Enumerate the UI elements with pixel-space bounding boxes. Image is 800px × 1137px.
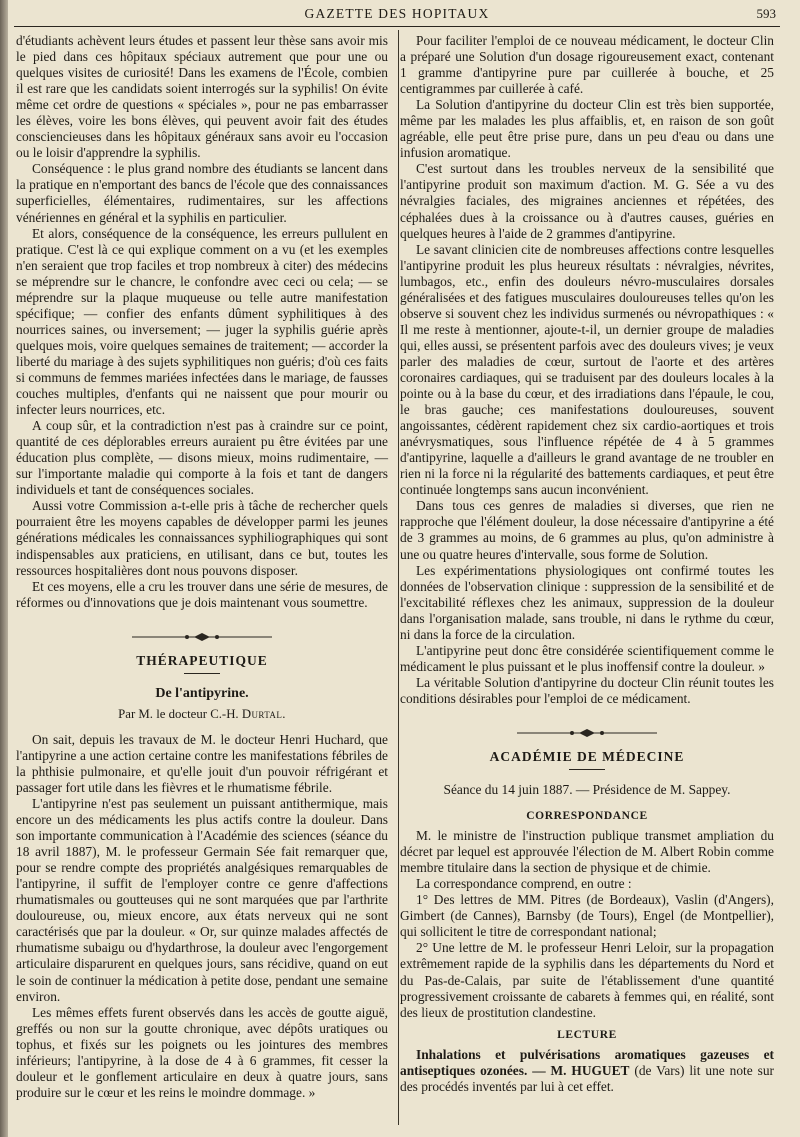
byline	[16, 706, 388, 722]
paragraph: Le savant clinicien cite de nombreuses affections contre lesquelles l'antipyrine produit les plus heureux résultats : névralgies, névrites, lumbagos, etc., enfin des douleurs névro-musculaires dorsales généralisées et des fatigues musculaires douloureuses telles qu'on les observe si souvent chez les individus surmenés ou névropathiques : « Il me reste à mentionner, ajoute-t-il, un dernier groupe de maladies qui, elles aussi, se présentent parfois avec des douleurs vives; je veux parler des maladies de cœur, surtout de l'aorte et des artères coronaires cardiaques, qui se traduisent par des douleurs locales à la pointe ou à la base du cœur, et des irradiations dans l'épaule, le cou, le bras gauche; ces manifestations douloureuses, souvent angoissantes, cédèrent rapidement chez six cardio-aortiques et trois anévrysmatiques, sous l'influence répétée de 4 à 5 grammes d'antipyrine, laquelle a d'ailleurs le grand avantage de ne troubler en rien ni la force ni la régularité des battements cardiaques, et peut être continuée longtemps sans aucun inconvénient.	[400, 241, 774, 498]
section-title-academie: ACADÉMIE DE MÉDECINE	[489, 748, 685, 764]
left-column	[16, 33, 388, 1101]
paragraph: d'étudiants achèvent leurs études et passent leur thèse sans avoir mis le pied dans ces hôpitaux spéciaux autrement que pour une ou quelques visites de curiosité! Dans les examens de l'École, combien il est rare que les candidats soient interrogés sur la syphilis! On évite même cet ordre de questions « spéciales », pour ne pas embarrasser les élèves, voire les bons élèves, qui peuvent avoir fait des études consciencieuses dans les hôpitaux généraux sans avoir eu l'occasion ou le loisir d'apprendre la syphilis.	[16, 33, 388, 161]
author-name: Durtal.	[241, 706, 286, 721]
journal-title: GAZETTE DES HOPITAUX	[304, 6, 490, 21]
short-divider	[569, 769, 605, 770]
subhead-correspondance: CORRESPONDANCE	[526, 810, 648, 823]
page-binding-edge	[0, 0, 8, 1137]
paragraph: On sait, depuis les travaux de M. le docteur Henri Huchard, que l'antipyrine a une action certaine contre les manifestations fébriles de la phthisie pulmonaire, et qu'elle jouit d'un pouvoir réfrigérant et passager fort utile dans les fièvres et le rhumatisme fébrile.	[16, 731, 388, 795]
page-number: 593	[756, 6, 776, 21]
short-divider	[184, 673, 220, 674]
paragraph: A coup sûr, et la contradiction n'est pas à craindre sur ce point, quantité de ces déplorables erreurs auraient pu être évitées par une éducation plus complète, — disons mieux, moins rudimentaire, — sur l'importante maladie qui comporte à la fois et tant de dangers individuels et tant de conséquences sociales.	[16, 418, 388, 498]
paragraph: L'antipyrine n'est pas seulement un puissant antithermique, mais encore un des médicaments les plus actifs contre la douleur. Dans son importante communication à l'Académie des sciences (séance du 18 avril 1887), M. le professeur Germain Sée fait remarquer que, pour se rendre compte des propriétés analgésiques remarquables de l'antipyrine, il suffit de l'employer contre ce genre d'affections rhumatismales ou goutteuses qui ne sont marquées que par l'arthrite douloureuse, ou, mieux encore, aux états nerveux qui ne sont caractérisés que par la douleur. « Or, sur quinze malades affectés de rhumatisme subaigu ou d'hydarthrose, la douleur avec l'engorgement articulaire disparurent en quelques jours, sans récidive, quand on eut le soin de continuer la médication à petite dose, pendant une semaine environ.	[16, 796, 388, 1004]
article-title: De l'antipyrine.	[155, 685, 249, 701]
lecture-paragraph	[400, 1047, 774, 1095]
paragraph: Les mêmes effets furent observés dans les accès de goutte aiguë, greffés ou non sur la goutte chronique, avec dépôts uratiques ou tophus, et fixés sur les poignets ou les jointures des membres inférieurs; l'antipyrine, à la dose de 4 à 6 grammes, fit cesser la douleur et le gonflement articulaire en deux à quatre jours, sans produire sur le cœur et les reins le moindre dommage. »	[16, 1004, 388, 1100]
paragraph: Les expérimentations physiologiques ont confirmé toutes les données de l'observation clinique : suppression de la sensibilité et de l'excitabilité réflexes chez les animaux, suppression de la douleur dans l'organisation malade, sans trouble, ni dans le rythme du cœur, ni dans la force de la circulation.	[400, 562, 774, 642]
lecture-text: (de Vars) lit une note sur des procédés inventés par lui à cet effet.	[400, 1062, 774, 1094]
byline-prefix: Par M. le docteur C.-H.	[118, 706, 242, 721]
column-divider	[398, 30, 399, 1125]
paragraph: M. le ministre de l'instruction publique transmet ampliation du décret par lequel est approuvée l'élection de M. Albert Robin comme membre titulaire dans la section de physique et de chimie.	[400, 828, 774, 876]
paragraph: 1° Des lettres de MM. Pitres (de Bordeaux), Vaslin (d'Angers), Gimbert (de Cannes), Barnsby (de Tours), Engel (de Montpellier), qui sollicitent le titre de correspondant national;	[400, 892, 774, 940]
lecture-author: — M. HUGUET	[527, 1062, 630, 1078]
page-header	[14, 0, 780, 27]
paragraph: L'antipyrine peut donc être considérée scientifiquement comme le médicament le plus puissant et le plus inoffensif contre la douleur. »	[400, 642, 774, 674]
session-dateline: Séance du 14 juin 1887. — Présidence de M. Sappey.	[443, 782, 731, 798]
paragraph: C'est surtout dans les troubles nerveux de la sensibilité que l'antipyrine produit son maximum d'action. M. G. Sée a vu des névralgies faciales, des migraines anciennes et répétées, des céphalées dues à la croissance ou à d'autres causes, guéries en quelques heures à l'aide de 2 grammes d'antipyrine.	[400, 161, 774, 241]
paragraph: Conséquence : le plus grand nombre des étudiants se lancent dans la pratique en n'emportant des bancs de l'école que des connaissances superficielles, élémentaires, rudimentaires, sur les affections vénériennes en général et la syphilis en particulier.	[16, 161, 388, 225]
paragraph: Dans tous ces genres de maladies si diverses, que rien ne rapproche que l'élément douleur, la dose nécessaire d'antipyrine a été de 3 grammes au moins, de 6 grammes au plus, qu'on administre à une ou quatre heures d'intervalle, sous forme de Solution.	[400, 498, 774, 562]
section-ornament	[517, 729, 657, 737]
paragraph: Aussi votre Commission a-t-elle pris à tâche de rechercher quels pourraient être les moyens capables de développer parmi les jeunes générations médicales les connaissances syphiliographiques qui sont indispensables aux praticiens, en utilisant, dans ce but, toutes les ressources hospitalières dont nous pouvons disposer.	[16, 498, 388, 578]
paragraph: 2° Une lettre de M. le professeur Henri Leloir, sur la propagation extrêmement rapide de la syphilis dans les départements du Nord et du Pas-de-Calais, par suite de l'établissement d'une quantité progressivement croissante de cabarets à femmes qui, en réalité, sont des lieux de prostitution clandestine.	[400, 940, 774, 1020]
paragraph: Pour faciliter l'emploi de ce nouveau médicament, le docteur Clin a préparé une Solution d'un dosage rigoureusement exact, contenant 1 gramme d'antipyrine pure par cuillerée à bouche, et 25 centigrammes par cuillerée à café.	[400, 33, 774, 97]
section-ornament	[132, 633, 272, 641]
paragraph: Et alors, conséquence de la conséquence, les erreurs pullulent en pratique. C'est là ce qui explique comment on a vu (et les exemples n'en seraient que trop faciles et trop nombreux à citer) des médecins se méprendre sur le chancre, le confondre avec ceci ou cela; — se méprendre sur la plaque muqueuse ou telle autre manifestation spécifique; — confier des enfants dûment syphilitiques à des nourrices saines, ou inversement; — juger la syphilis guérie après quelques mois, voire quelques semaines de traitement; — accorder la liberté du mariage à des sujets syphilitiques non guéris; d'où ces faits si communs de femmes mariées infectées dans le mariage, de fausses couches multiples, d'enfants qui ne naissent que pour mourir ou infecter leurs nourrices, etc.	[16, 225, 388, 418]
lecture-title: Inhalations et pulvérisations aromatiques gazeuses et antiseptiques ozonées.	[400, 1046, 774, 1078]
paragraph: Et ces moyens, elle a cru les trouver dans une série de mesures, de réformes ou d'innovations que je dois maintenant vous soumettre.	[16, 578, 388, 610]
paragraph: La véritable Solution d'antipyrine du docteur Clin réunit toutes les conditions désirables pour l'emploi de ce médicament.	[400, 674, 774, 706]
subhead-lecture: LECTURE	[557, 1028, 617, 1041]
section-title-therapeutique: THÉRAPEUTIQUE	[136, 652, 268, 668]
paragraph: La correspondance comprend, en outre :	[416, 876, 632, 892]
paragraph: La Solution d'antipyrine du docteur Clin est très bien supportée, même par les malades les plus affaiblis, et, en raison de son goût agréable, elle peut être prise pure, dans un peu d'eau ou dans une infusion aromatique.	[400, 97, 774, 161]
right-column	[400, 33, 774, 1095]
